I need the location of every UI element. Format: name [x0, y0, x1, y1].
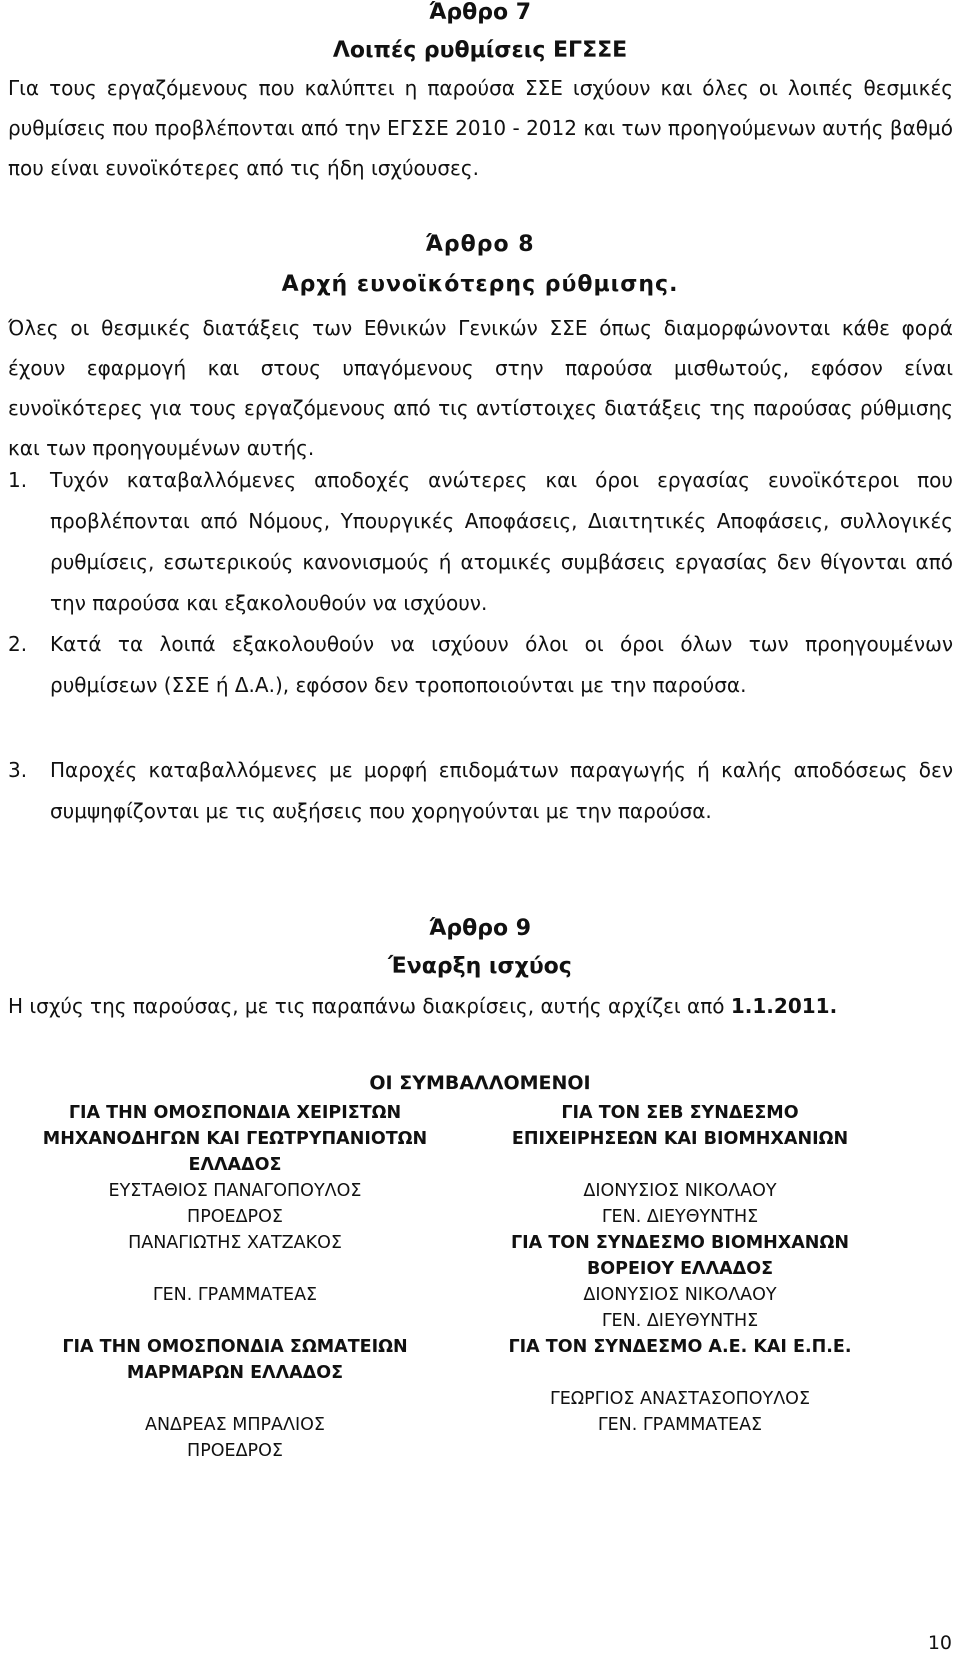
page-number: 10 — [927, 1632, 952, 1654]
article-9-body-text: Η ισχύς της παρούσας, με τις παραπάνω διακρίσεις, αυτής αρχίζει από — [8, 994, 731, 1018]
org-name: ΒΟΡΕΙΟΥ ΕΛΛΑΔΟΣ — [586, 1259, 774, 1279]
article-7-body: Για τους εργαζόμενους που καλύπτει η παρούσα ΣΣΕ ισχύουν και όλες οι λοιπές θεσμικές ρυθμίσεις που προβλέπονται από την ΕΓΣΣΕ 2010 - 2012 και των προηγούμενων αυτής βαθμό που είναι ευνοϊκότερες από τις ήδη ισχύουσες. — [8, 76, 953, 180]
item-number: 3. — [8, 758, 28, 782]
signatory-role: ΓΕΝ. ΓΡΑΜΜΑΤΕΑΣ — [152, 1285, 318, 1305]
signatory-role: ΓΕΝ. ΓΡΑΜΜΑΤΕΑΣ — [597, 1415, 763, 1435]
article-7-subtitle: Λοιπές ρυθμίσεις ΕΓΣΣΕ — [332, 38, 628, 63]
signatory-name: ΠΑΝΑΓΙΩΤΗΣ ΧΑΤΖΑΚΟΣ — [128, 1233, 342, 1253]
org-name: ΓΙΑ ΤΗΝ ΟΜΟΣΠΟΝΔΙΑ ΧΕΙΡΙΣΤΩΝ — [68, 1103, 402, 1123]
article-9-body — [8, 986, 953, 1026]
signatory-role: ΓΕΝ. ΔΙΕΥΘΥΝΤΗΣ — [601, 1311, 759, 1331]
signatory-name: ΔΙΟΝΥΣΙΟΣ ΝΙΚΟΛΑΟΥ — [583, 1181, 777, 1201]
org-name: ΕΠΙΧΕΙΡΗΣΕΩΝ ΚΑΙ ΒΙΟΜΗΧΑΝΙΩΝ — [511, 1129, 849, 1149]
signatory-role: ΠΡΟΕΔΡΟΣ — [187, 1207, 283, 1227]
org-name: ΕΛΛΑΔΟΣ — [188, 1155, 282, 1175]
signatory-name: ΑΝΔΡΕΑΣ ΜΠΡΑΛΙΟΣ — [145, 1415, 325, 1435]
article-9-subtitle: Έναρξη ισχύος — [388, 954, 572, 979]
signatories-title: ΟΙ ΣΥΜΒΑΛΛΟΜΕΝΟΙ — [369, 1072, 591, 1094]
signatory-role: ΠΡΟΕΔΡΟΣ — [187, 1441, 283, 1461]
org-name: ΓΙΑ ΤΟΝ ΣΥΝΔΕΣΜΟ ΒΙΟΜΗΧΑΝΩΝ — [511, 1233, 849, 1253]
item-number: 1. — [8, 468, 28, 492]
article-9-title: Άρθρο 9 — [428, 916, 532, 941]
article-7-title: Άρθρο 7 — [428, 0, 532, 25]
item-number: 2. — [8, 632, 28, 656]
article-8-body: Όλες οι θεσμικές διατάξεις των Εθνικών Γενικών ΣΣΕ όπως διαμορφώνονται κάθε φορά έχουν εφαρμογή και στους υπαγόμενους στην παρούσα μισθωτούς, εφόσον είναι ευνοϊκότερες για τους εργαζόμενους από τις αντίστοιχες διατάξεις της παρούσας ρύθμισης και των προηγουμένων αυτής. — [8, 316, 953, 460]
signatories-right-column — [470, 1100, 890, 1438]
org-name: ΓΙΑ ΤΟΝ ΣΕΒ ΣΥΝΔΕΣΜΟ — [561, 1103, 799, 1123]
article-8-subtitle: Αρχή ευνοϊκότερης ρύθμισης. — [281, 272, 679, 297]
org-name: ΓΙΑ ΤΟΝ ΣΥΝΔΕΣΜΟ Α.Ε. ΚΑΙ Ε.Π.Ε. — [508, 1337, 852, 1357]
signatory-name: ΕΥΣΤΑΘΙΟΣ ΠΑΝΑΓΟΠΟΥΛΟΣ — [108, 1181, 362, 1201]
signatory-name: ΓΕΩΡΓΙΟΣ ΑΝΑΣΤΑΣΟΠΟΥΛΟΣ — [549, 1389, 811, 1409]
org-name: ΜΑΡΜΑΡΩΝ ΕΛΛΑΔΟΣ — [126, 1363, 344, 1383]
org-name: ΜΗΧΑΝΟΔΗΓΩΝ ΚΑΙ ΓΕΩΤΡΥΠΑΝΙΟΤΩΝ — [42, 1129, 428, 1149]
effective-date: 1.1.2011. — [730, 994, 838, 1018]
article-8-title: Άρθρο 8 — [425, 232, 535, 257]
signatory-name: ΔΙΟΝΥΣΙΟΣ ΝΙΚΟΛΑΟΥ — [583, 1285, 777, 1305]
item-text: Παροχές καταβαλλόμενες με μορφή επιδομάτων παραγωγής ή καλής αποδόσεως δεν συμψηφίζονται με τις αυξήσεις που χορηγούνται με την παρούσα. — [50, 758, 953, 823]
org-name: ΓΙΑ ΤΗΝ ΟΜΟΣΠΟΝΔΙΑ ΣΩΜΑΤΕΙΩΝ — [62, 1337, 408, 1357]
item-text: Τυχόν καταβαλλόμενες αποδοχές ανώτερες και όροι εργασίας ευνοϊκότεροι που προβλέπονται από Νόμους, Υπουργικές Αποφάσεις, Διαιτητικές Αποφάσεις, συλλογικές ρυθμίσεις, εσωτερικούς κανονισμούς ή ατομικές συμβάσεις εργασίας δεν θίγονται από την παρούσα και εξακολουθούν να ισχύουν. — [50, 468, 953, 615]
signatory-role: ΓΕΝ. ΔΙΕΥΘΥΝΤΗΣ — [601, 1207, 759, 1227]
item-text: Κατά τα λοιπά εξακολουθούν να ισχύουν όλοι οι όροι όλων των προηγουμένων ρυθμίσεων (ΣΣΕ ή Δ.Α.), εφόσον δεν τροποποιούνται με την παρούσα. — [50, 632, 953, 697]
signatories-left-column — [0, 1100, 470, 1464]
